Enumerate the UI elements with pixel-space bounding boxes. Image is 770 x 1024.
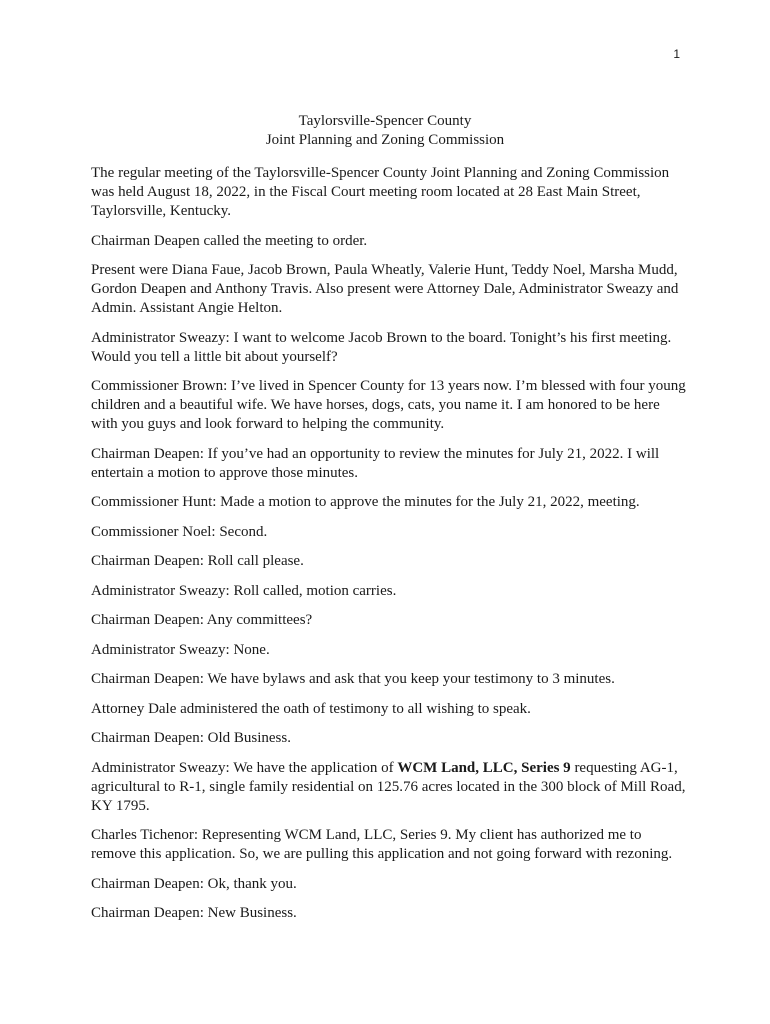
paragraph-second: Commissioner Noel: Second. — [91, 523, 268, 540]
heading-county: Taylorsville-Spencer County — [298, 113, 472, 129]
paragraph-introduction: Commissioner Brown: I’ve lived in Spencer County for 13 years now. I’m blessed with four young children and a beautiful wife. We have horses, dogs, cats, you name it. I am honored to be here with you guys and look forward to helping the community. — [91, 378, 686, 432]
page-number: 1 — [673, 47, 680, 61]
paragraph-thank-you: Chairman Deapen: Ok, thank you. — [91, 875, 297, 892]
paragraph-motion: Commissioner Hunt: Made a motion to approve the minutes for the July 21, 2022, meeting. — [91, 494, 640, 510]
paragraph-oath: Attorney Dale administered the oath of testimony to all wishing to speak. — [91, 700, 531, 717]
paragraph-old-business: Chairman Deapen: Old Business. — [91, 730, 291, 746]
paragraph-none: Administrator Sweazy: None. — [91, 641, 270, 658]
paragraph-new-business: Chairman Deapen: New Business. — [91, 905, 297, 921]
paragraph-attendance: Present were Diana Faue, Jacob Brown, Paula Wheatly, Valerie Hunt, Teddy Noel, Marsha Mudd, Gordon Deapen and Anthony Travis. Also present were Attorney Dale, Administrator Sweazy and Admin. Assistant Angie Helton. — [91, 262, 679, 316]
application-suffix: requesting AG-1, agricultural to R-1, single family residential on 125.76 acres located in the 300 block of Mill Road, KY 1795. — [91, 759, 686, 814]
paragraph-minutes-review: Chairman Deapen: If you’ve had an opportunity to review the minutes for July 21, 2022. I will entertain a motion to approve those minutes. — [91, 445, 660, 481]
paragraph-application — [91, 759, 687, 816]
paragraph-roll-call: Chairman Deapen: Roll call please. — [91, 553, 304, 569]
paragraph-committees: Chairman Deapen: Any committees? — [91, 612, 313, 628]
paragraph-meeting-intro: The regular meeting of the Taylorsville-Spencer County Joint Planning and Zoning Commission was held August 18, 2022, in the Fiscal Court meeting room located at 28 East Main Street, Taylorsville, Kentucky. — [91, 165, 670, 219]
paragraph-bylaws: Chairman Deapen: We have bylaws and ask that you keep your testimony to 3 minutes. — [91, 671, 615, 687]
minutes-body — [91, 164, 687, 934]
paragraph-call-to-order: Chairman Deapen called the meeting to order. — [91, 232, 368, 249]
paragraph-motion-carries: Administrator Sweazy: Roll called, motion carries. — [91, 582, 397, 599]
applicant-name: WCM Land, LLC, Series 9 — [397, 759, 571, 776]
paragraph-welcome: Administrator Sweazy: I want to welcome Jacob Brown to the board. Tonight’s his first meeting. Would you tell a little bit about yourself? — [91, 329, 672, 365]
application-prefix: Administrator Sweazy: We have the application of — [91, 759, 398, 776]
heading-commission: Joint Planning and Zoning Commission — [265, 132, 505, 148]
document-heading — [0, 112, 770, 150]
paragraph-tichenor: Charles Tichenor: Representing WCM Land, LLC, Series 9. My client has authorized me to remove this application. So, we are pulling this application and not going forward with rezoning. — [91, 827, 673, 862]
